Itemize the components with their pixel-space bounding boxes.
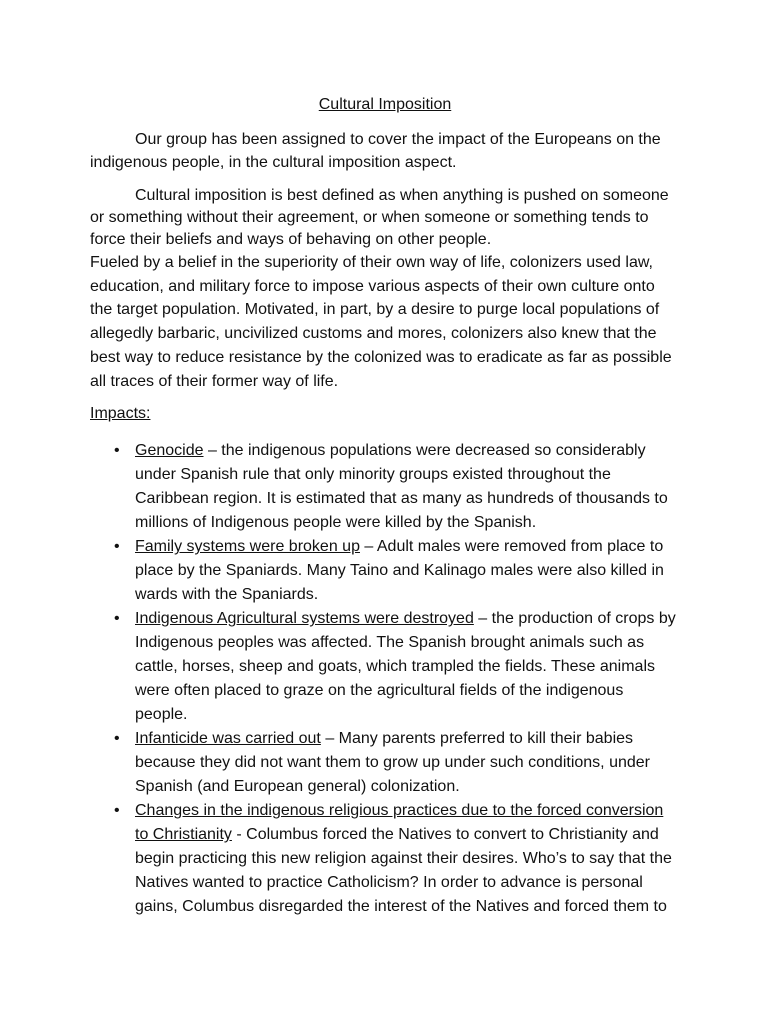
list-item	[114, 799, 680, 919]
impacts-list	[90, 439, 680, 919]
list-item	[114, 439, 680, 535]
bullet-icon: •	[114, 538, 120, 556]
list-item	[114, 535, 680, 607]
bullet-icon: •	[114, 730, 120, 748]
impact-description: – Adult males were removed from place to place by the Spaniards. Many Taino and Kalinago males were also killed in wards with the Spaniards.	[135, 538, 664, 604]
colonizers-paragraph: Fueled by a belief in the superiority of their own way of life, colonizers used law, education, and military force to impose various aspects of their own culture onto the target population. Motivated, in part, by a desire to purge local populations of allegedly barbaric, uncivilized customs and mores, colonizers also knew that the best way to reduce resistance by the colonized was to eradicate as far as possible all traces of their former way of life.	[90, 254, 672, 390]
impact-term: Genocide	[135, 442, 204, 460]
impact-description: – the production of crops by Indigenous peoples was affected. The Spanish brought animals such as cattle, horses, sheep and goats, which trampled the fields. These animals were often placed to graze on the agricultural fields of the indigenous people.	[135, 610, 676, 724]
impact-term: Infanticide was carried out	[135, 730, 321, 748]
impacts-heading: Impacts:	[90, 405, 151, 423]
document-title: Cultural Imposition	[318, 96, 452, 113]
impact-description: – the indigenous populations were decreased so considerably under Spanish rule that only minority groups existed throughout the Caribbean region. It is estimated that as many as hundreds of thousands to millions of Indigenous people were killed by the Spanish.	[135, 442, 668, 532]
intro-paragraph: Our group has been assigned to cover the impact of the Europeans on the indigenous people, in the cultural imposition aspect.	[90, 131, 661, 171]
definition-paragraph: Cultural imposition is best defined as when anything is pushed on someone or something without their agreement, or when someone or something tends to force their beliefs and ways of behaving on other people.	[90, 187, 669, 248]
impact-term: Family systems were broken up	[135, 538, 360, 556]
list-item	[114, 727, 680, 799]
impact-term: Indigenous Agricultural systems were destroyed	[135, 610, 474, 628]
document-page	[90, 94, 680, 919]
impact-term: Changes in the indigenous religious practices due to the forced conversion to Christianity	[135, 802, 664, 844]
bullet-icon: •	[114, 610, 120, 628]
impact-description: - Columbus forced the Natives to convert to Christianity and begin practicing this new religion against their desires. Who’s to say that the Natives wanted to practice Catholicism? In order to advance is personal gains, Columbus disregarded the interest of the Natives and forced them to	[135, 826, 672, 916]
list-item	[114, 607, 680, 727]
bullet-icon: •	[114, 442, 120, 460]
bullet-icon: •	[114, 802, 120, 820]
impact-description: – Many parents preferred to kill their babies because they did not want them to grow up under such conditions, under Spanish (and European general) colonization.	[135, 730, 650, 796]
